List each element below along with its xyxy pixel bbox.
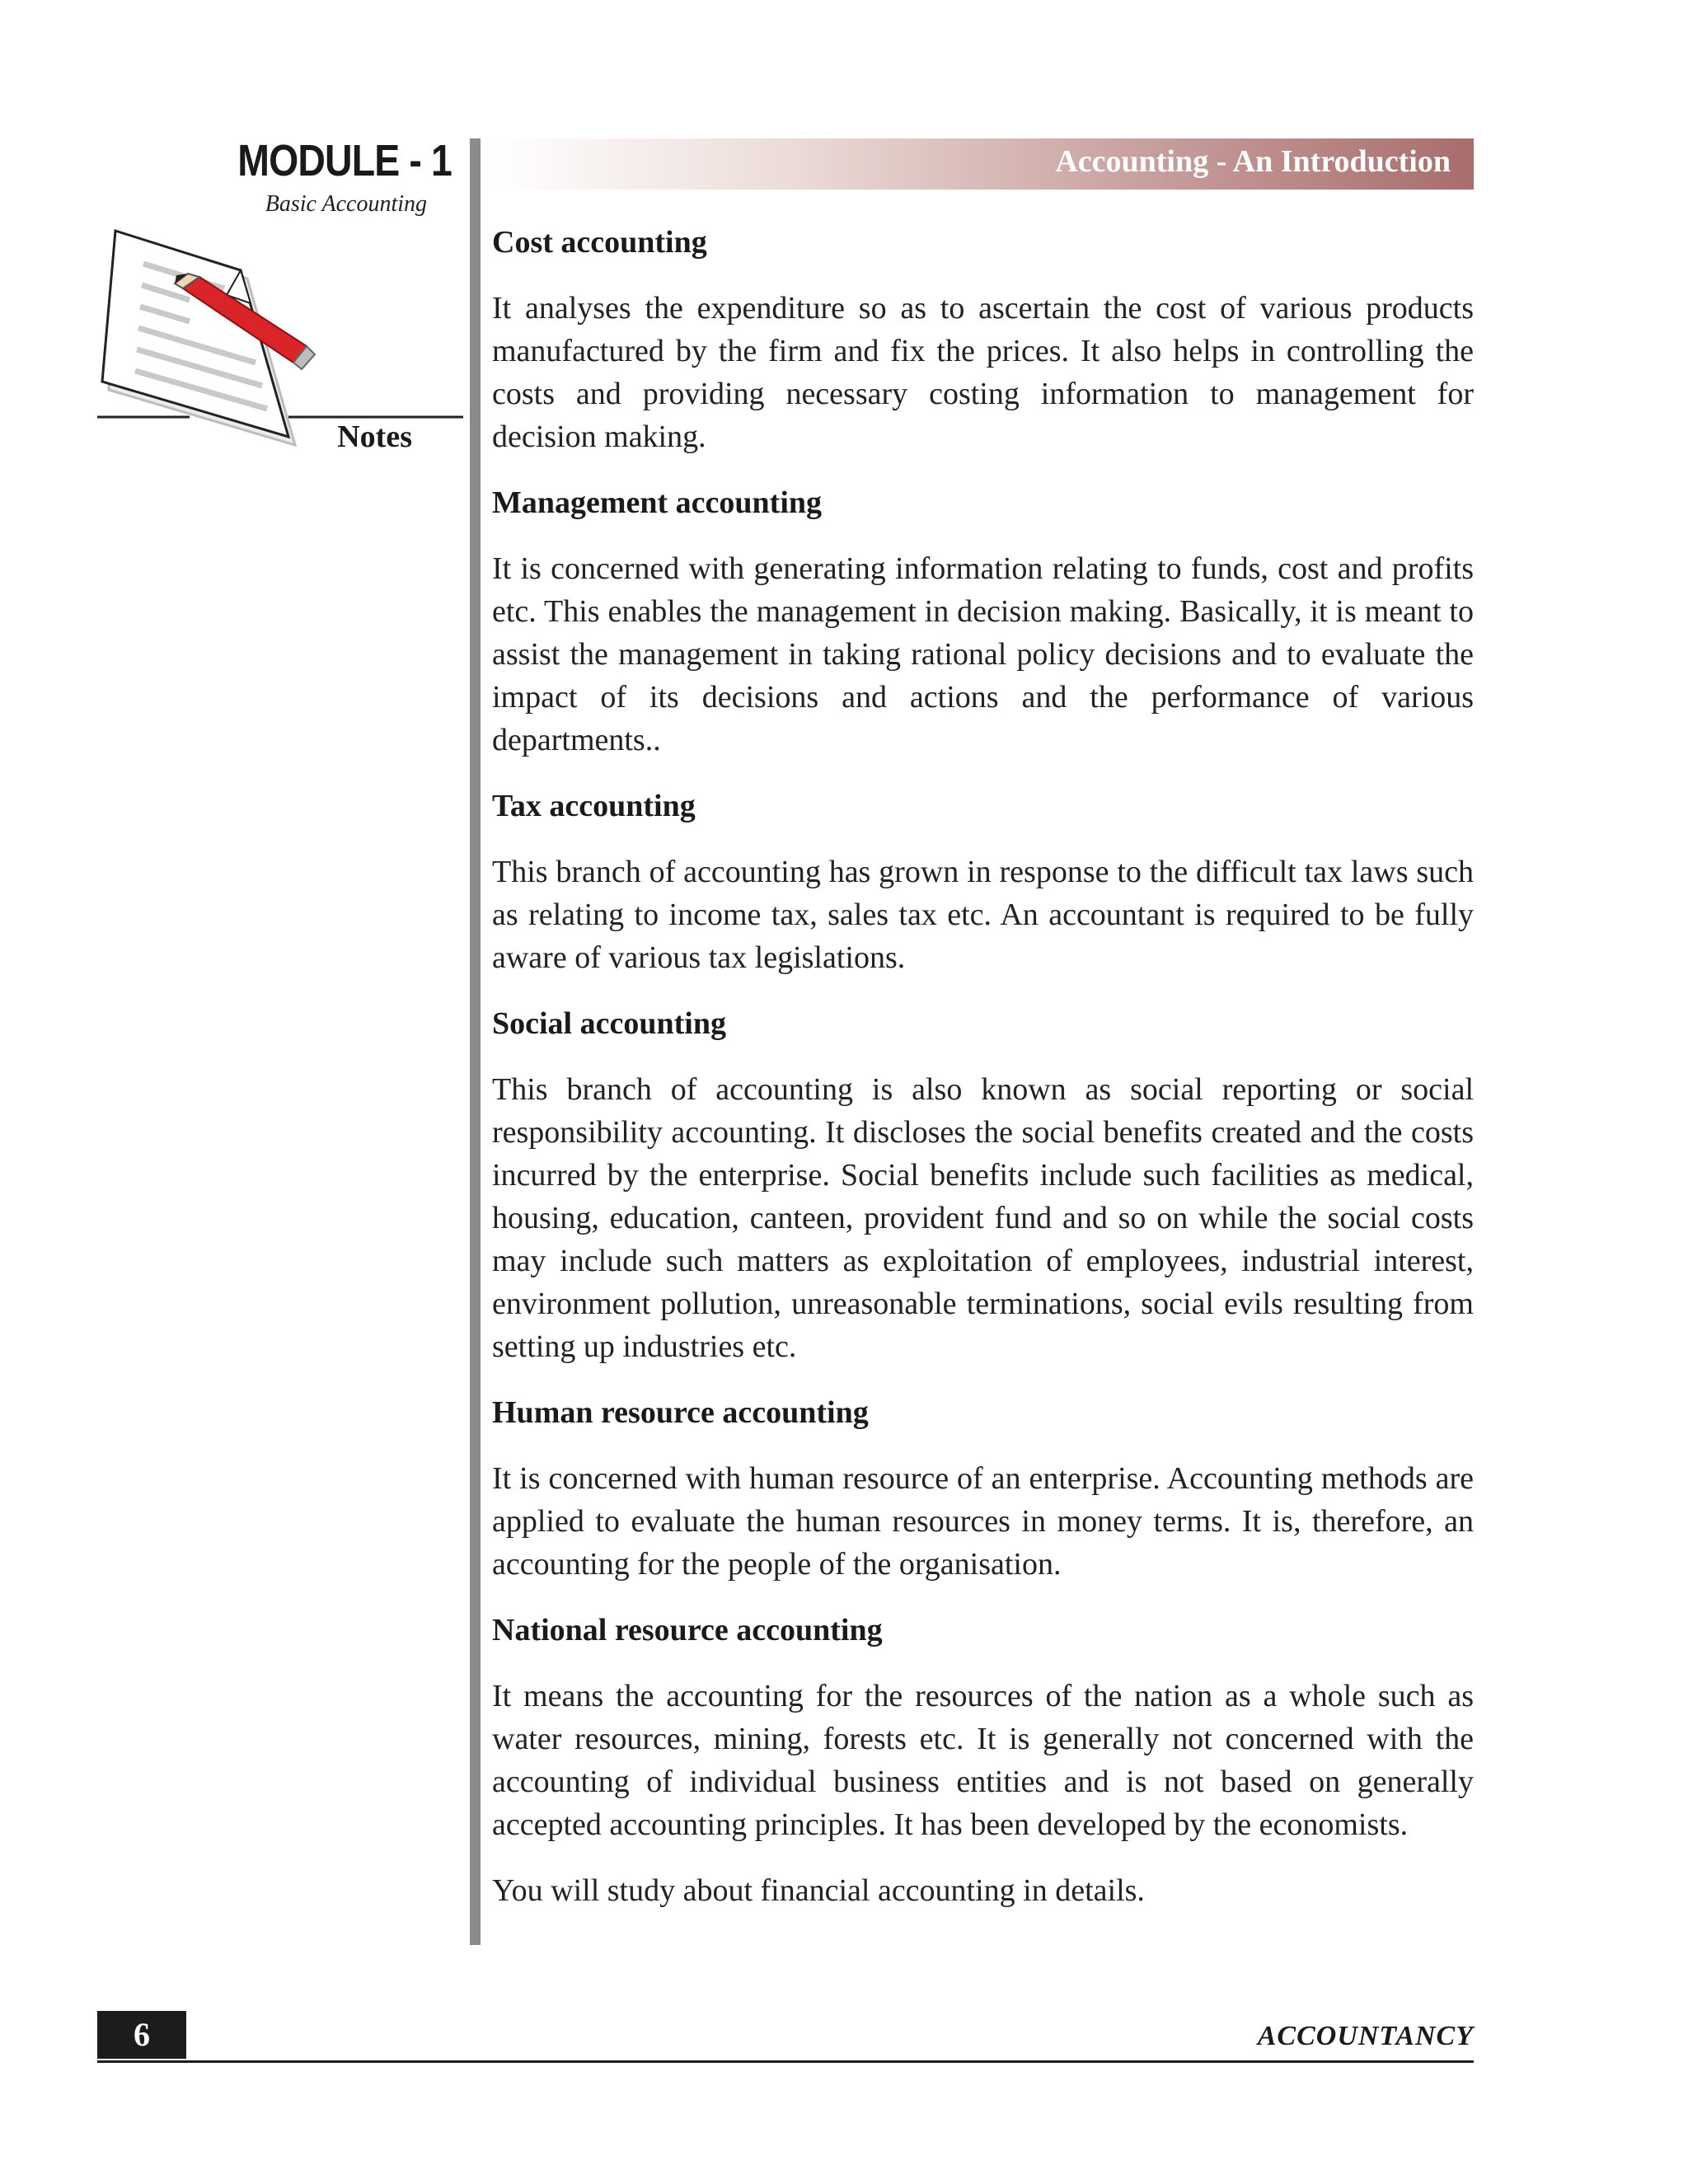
chapter-title: Accounting - An Introduction xyxy=(1055,144,1451,179)
section xyxy=(492,1391,1474,1586)
section-heading: Cost accounting xyxy=(492,225,707,260)
module-subtitle: Basic Accounting xyxy=(265,191,427,217)
page-number-box xyxy=(97,2011,186,2059)
chapter-header xyxy=(492,138,1474,190)
section-body: It analyses the expenditure so as to ascertain the cost of various products manufactured by the firm and fix the prices. It also helps in controlling the costs and providing necessary costing information to management for decision making. xyxy=(492,291,1474,454)
section-heading: Tax accounting xyxy=(492,789,696,823)
section-body: This branch of accounting is also known as social reporting or social responsibility accounting. It discloses the social benefits created and the costs incurred by the enterprise. Social benefits include such facilities as medical, housing, education, canteen, provident fund and so on while the social costs may include such matters as exploitation of employees, industrial interest, environment pollution, unreasonable terminations, social evils resulting from setting up industries etc. xyxy=(492,1072,1474,1364)
main-content xyxy=(492,221,1474,1912)
section-heading: Social accounting xyxy=(492,1006,726,1041)
section-heading: Management accounting xyxy=(492,485,823,520)
section xyxy=(492,1002,1474,1368)
section xyxy=(492,785,1474,979)
module-title: MODULE - 1 xyxy=(237,136,452,185)
notes-pencil-icon xyxy=(91,221,470,460)
section-heading: Human resource accounting xyxy=(492,1395,869,1430)
page-number: 6 xyxy=(134,2016,150,2053)
notes-label: Notes xyxy=(337,419,412,454)
section-body: It is concerned with generating information relating to funds, cost and profits etc. This enables the management in decision making. Basically, it is meant to assist the management in taking rational policy decisions and to evaluate the impact of its decisions and actions and the performance of various departments.. xyxy=(492,551,1474,757)
closing-text: You will study about financial accounting in details. xyxy=(492,1873,1145,1908)
section-body: It is concerned with human resource of an enterprise. Accounting methods are applied to evaluate the human resources in money terms. It is, therefore, an accounting for the people of the organisation. xyxy=(492,1461,1474,1582)
section-body: This branch of accounting has grown in response to the difficult tax laws such as relating to income tax, sales tax etc. An accountant is required to be fully aware of various tax legislations. xyxy=(492,855,1474,975)
section xyxy=(492,481,1474,762)
book-title: ACCOUNTANCY xyxy=(1257,2021,1474,2051)
margin-divider xyxy=(470,138,481,1945)
section xyxy=(492,221,1474,458)
section xyxy=(492,1609,1474,1846)
footer-rule xyxy=(97,2060,1474,2063)
section-body: It means the accounting for the resources of the nation as a whole such as water resources, mining, forests etc. It is generally not concerned with the accounting of individual business entities and is not based on generally accepted accounting principles. It has been developed by the economists. xyxy=(492,1679,1474,1842)
section-heading: National resource accounting xyxy=(492,1613,883,1647)
